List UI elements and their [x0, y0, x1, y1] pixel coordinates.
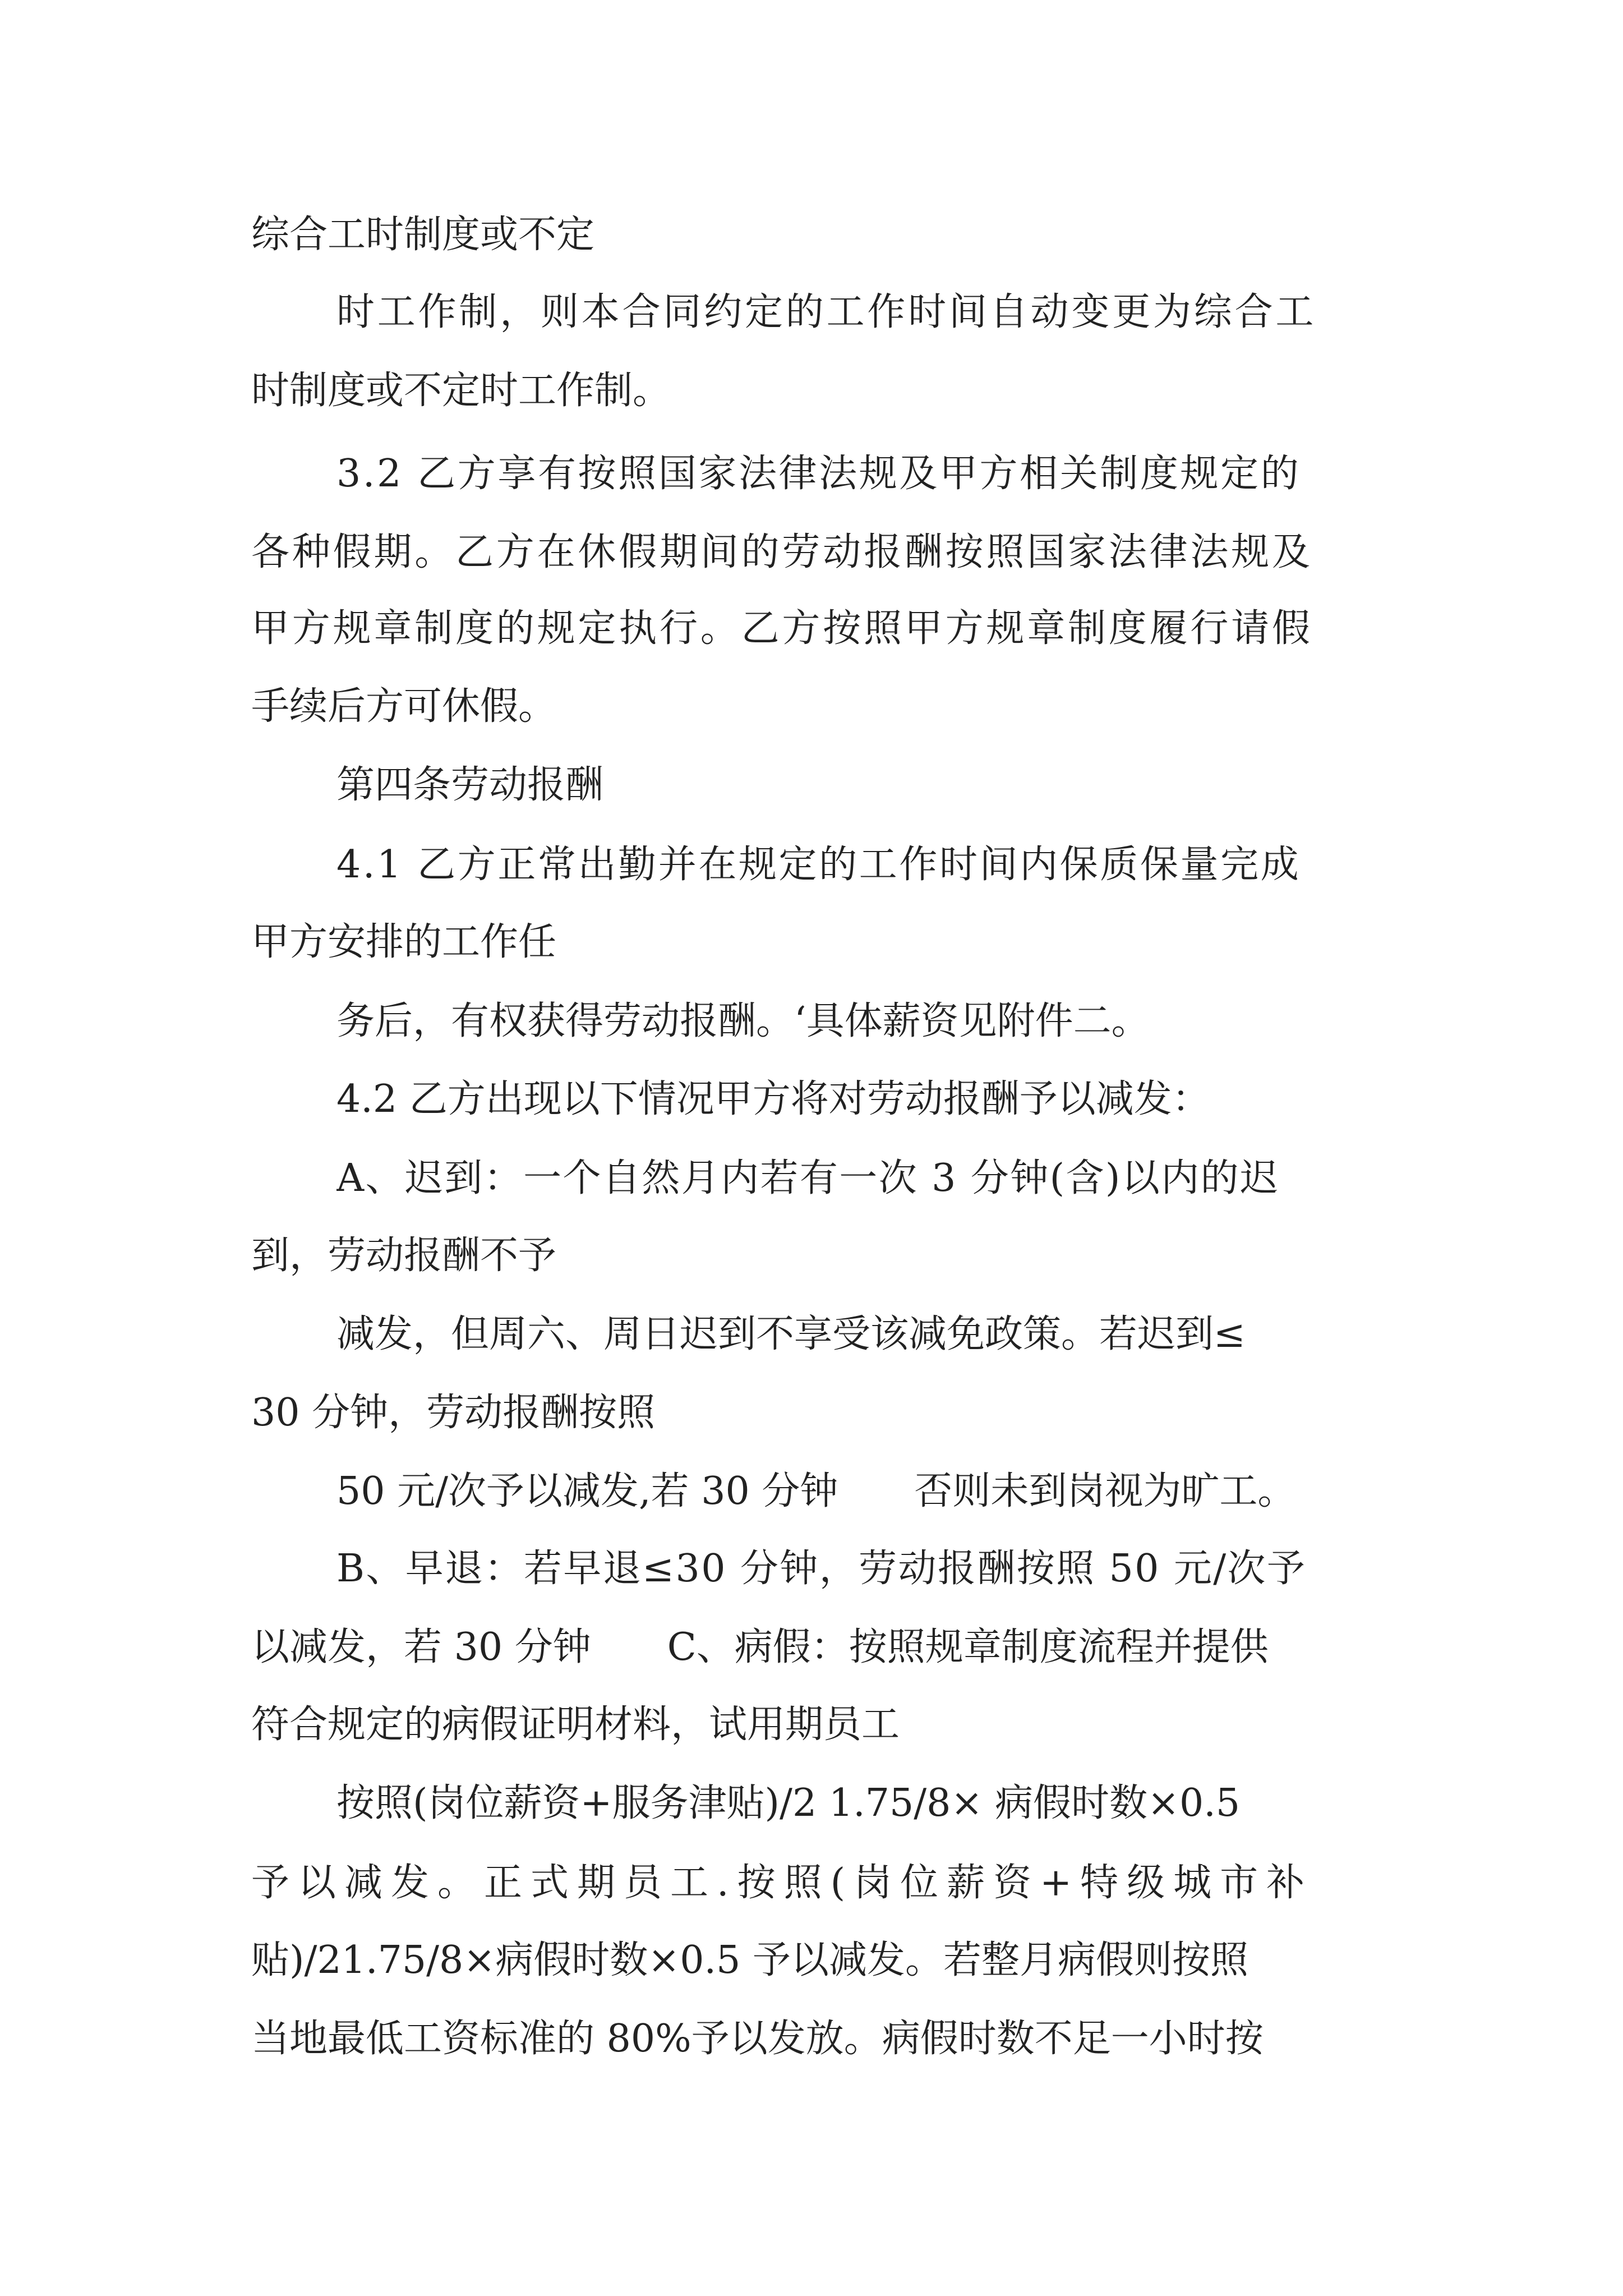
text-line: 到，劳动报酬不予 [251, 1234, 557, 1278]
text-line: 当地最低工资标准的 80%予以发放。病假时数不足一小时按 [251, 2017, 1264, 2061]
text-line: 务后，有权获得劳动报酬。‘具体薪资见附件二。 [336, 999, 1150, 1043]
text-line: 减发，但周六、周日迟到不享受该减免政策。若迟到≤ [336, 1312, 1246, 1356]
text-line: 手续后方可休假。 [251, 684, 557, 729]
text-line: 3.2 乙方享有按照国家法律法规及甲方相关制度规定的 [336, 452, 1301, 496]
text-line: 综合工时制度或不定 [251, 213, 595, 257]
text-line: 予以减发。正式期员工.按照(岗位薪资+特级城市补 [251, 1861, 1313, 1905]
text-line: 4.2 乙方出现以下情况甲方将对劳动报酬予以减发： [336, 1077, 1210, 1121]
text-line: 时工作制，则本合同约定的工作时间自动变更为综合工 [336, 290, 1317, 334]
text-line: 甲方安排的工作任 [251, 920, 557, 964]
text-line: 按照(岗位薪资+服务津贴)/2 1.75/8× 病假时数×0.5 [336, 1781, 1241, 1825]
text-line: 各种假期。乙方在休假期间的劳动报酬按照国家法律法规及 [251, 530, 1313, 574]
text-line: B、早退：若早退≤30 分钟，劳动报酬按照 50 元/次予 [336, 1547, 1307, 1591]
text-line: 50 元/次予以减发,若 30 分钟 否则未到岗视为旷工。 [336, 1469, 1296, 1513]
text-line: 4.1 乙方正常出勤并在规定的工作时间内保质保量完成 [336, 843, 1301, 887]
text-line: 甲方规章制度的规定执行。乙方按照甲方规章制度履行请假 [251, 606, 1313, 651]
section-heading: 第四条劳动报酬 [336, 763, 604, 807]
text-line: 符合规定的病假证明材料，试用期员工 [251, 1703, 900, 1747]
text-line: 以减发，若 30 分钟 C、病假：按照规章制度流程并提供 [251, 1625, 1269, 1669]
text-line: 贴)/21.75/8×病假时数×0.5 予以减发。若整月病假则按照 [251, 1938, 1248, 1982]
text-line: 时制度或不定时工作制。 [251, 369, 671, 413]
text-line: A、迟到：一个自然月内若有一次 3 分钟(含)以内的迟 [336, 1156, 1280, 1200]
text-line: 30 分钟，劳动报酬按照 [251, 1391, 656, 1435]
